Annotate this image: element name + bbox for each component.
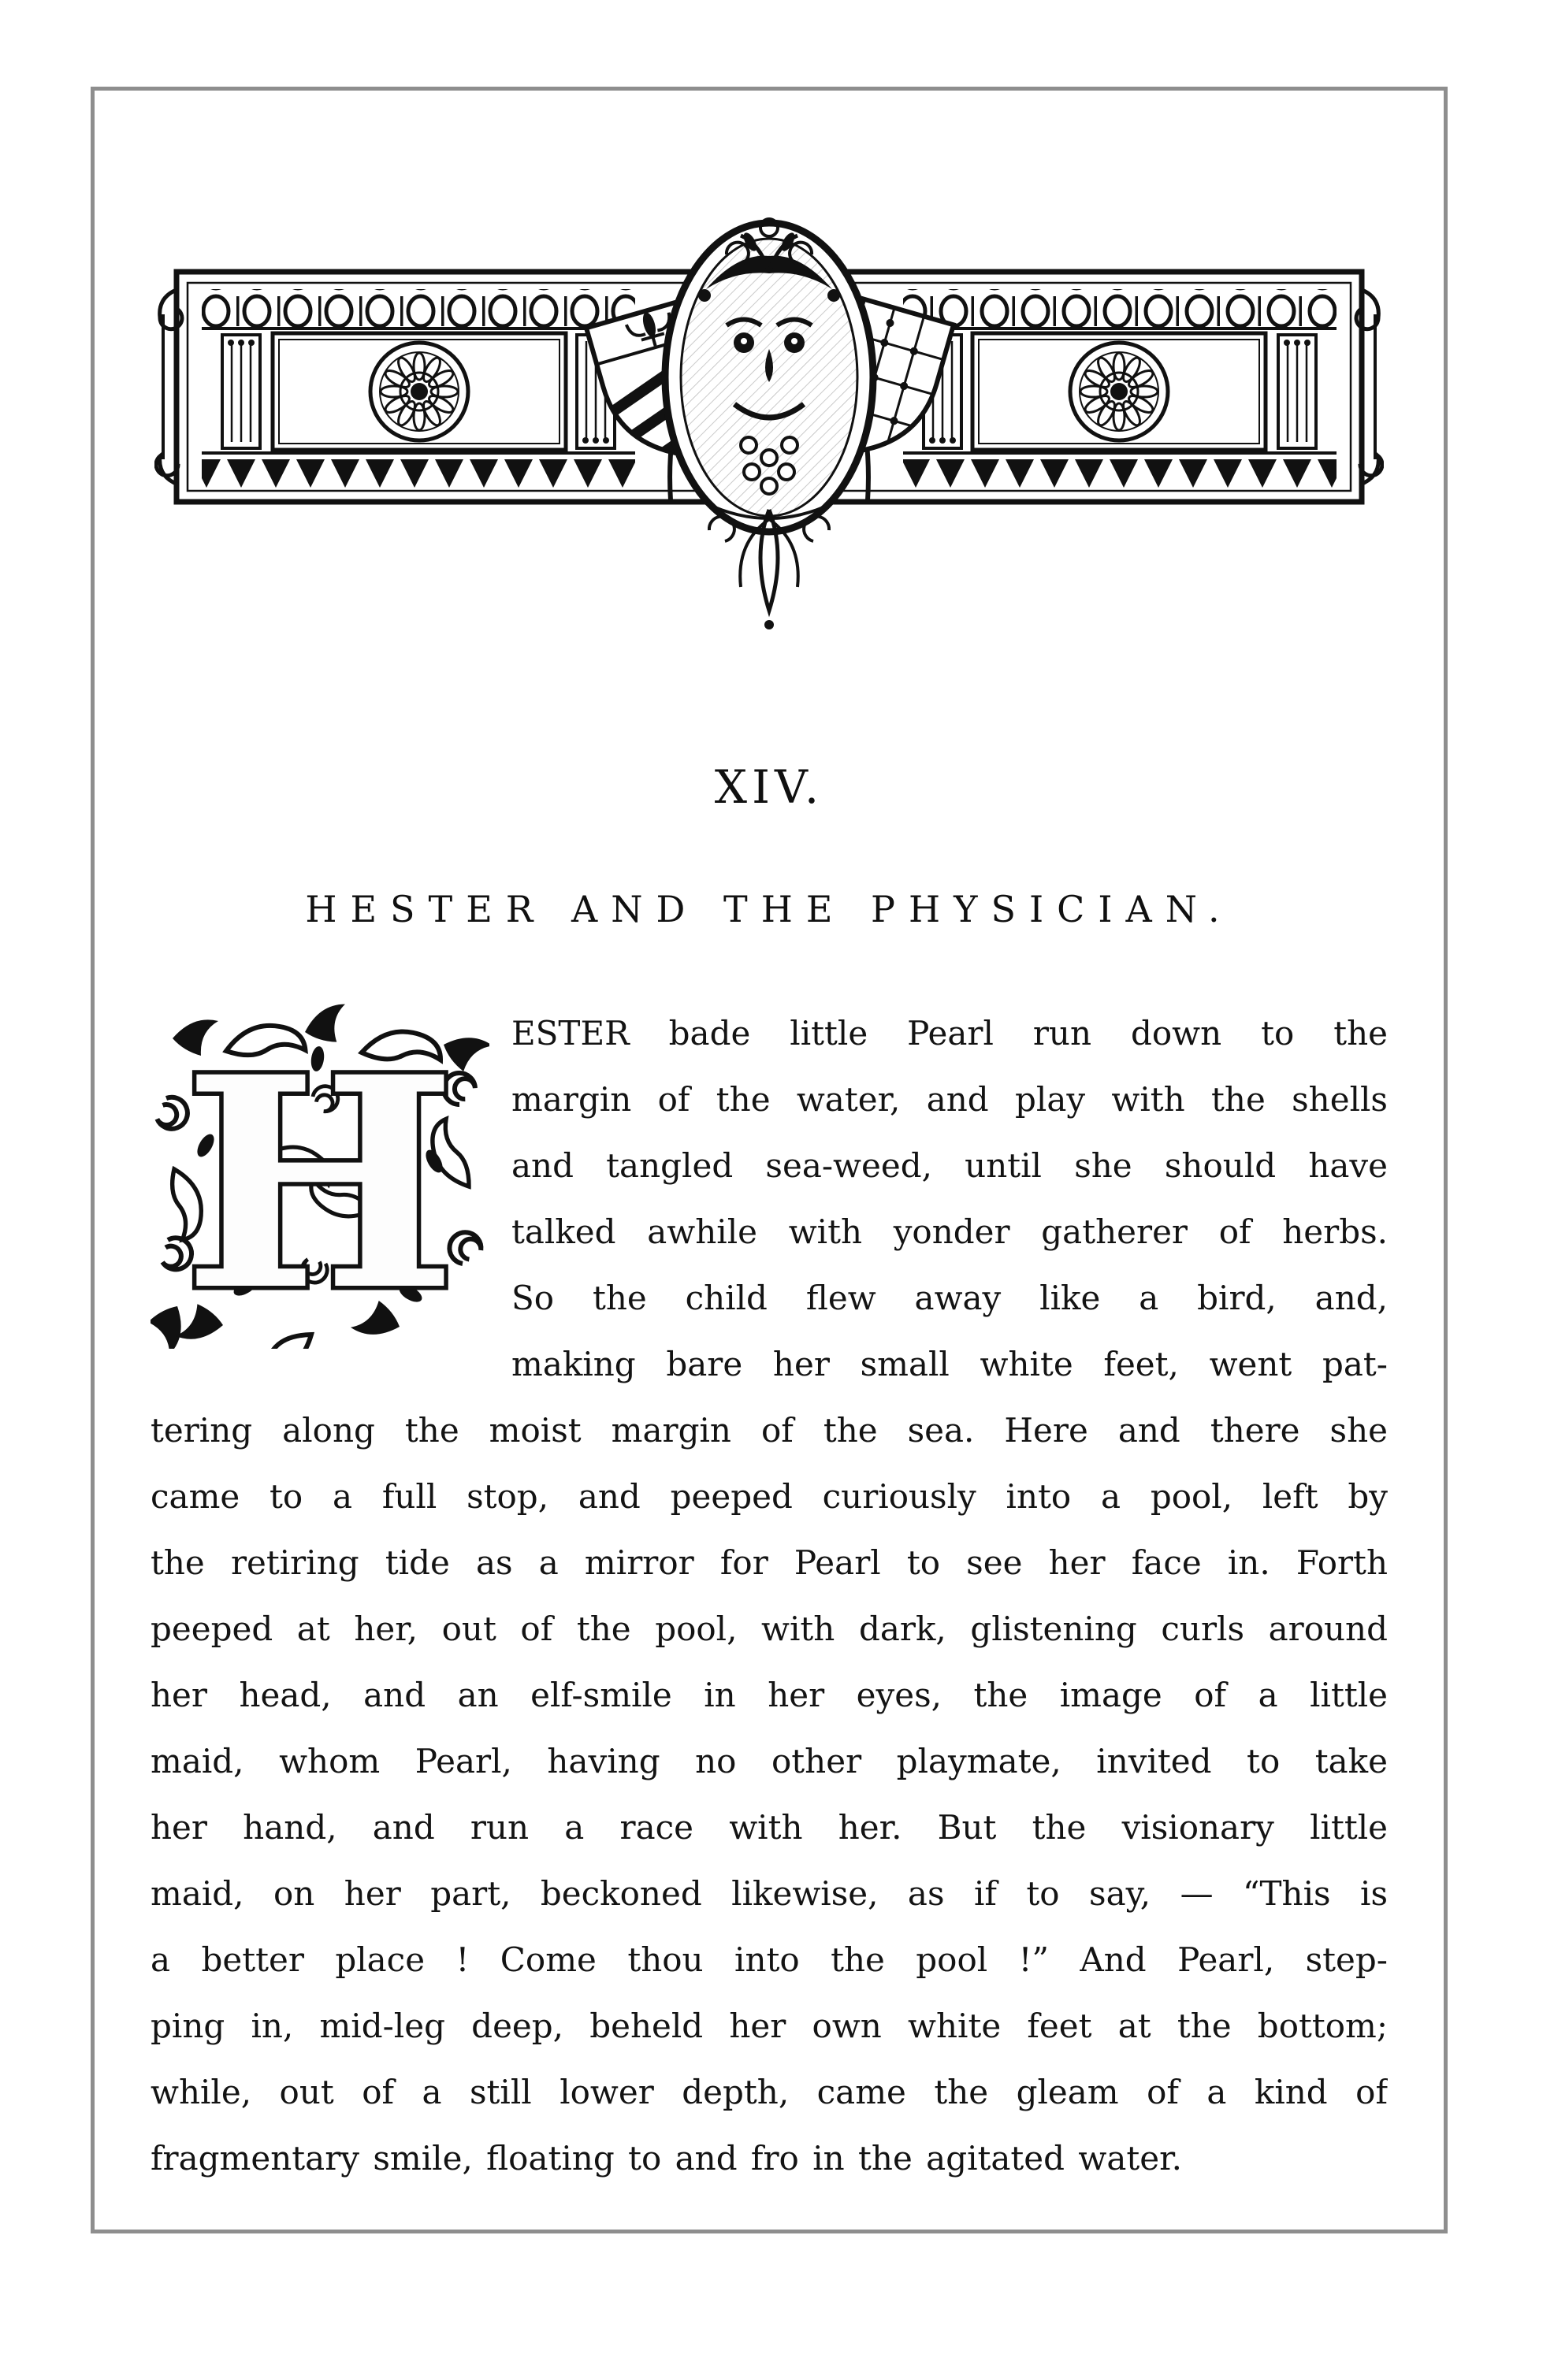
chapter-number: XIV. — [714, 760, 824, 814]
text-line: her head, and an elf-smile in her eyes, the image of a little — [151, 1676, 1388, 1714]
text-line: maid, on her part, beckoned likewise, as if to say, — “This is — [151, 1874, 1388, 1913]
text-line: maid, whom Pearl, having no other playmate, invited to take — [151, 1742, 1388, 1780]
paragraph — [151, 1001, 1388, 2192]
text-line: ESTER bade little Pearl run down to the — [511, 1014, 1388, 1053]
text-line: ping in, mid-leg deep, beheld her own white feet at the bottom; — [151, 2007, 1388, 2045]
text-line: fragmentary smile, floating to and fro in the agitated water. — [151, 2139, 1182, 2178]
page-frame — [91, 87, 1448, 2233]
headpiece-ornament — [154, 179, 1384, 652]
text-line: making bare her small white feet, went pat- — [511, 1345, 1388, 1383]
text-line: peeped at her, out of the pool, with dark, glistening curls around — [151, 1610, 1388, 1648]
text-line: tering along the moist margin of the sea. Here and there she — [151, 1411, 1388, 1450]
drop-cap — [151, 1004, 489, 1349]
text-line: talked awhile with yonder gatherer of herbs. — [511, 1212, 1388, 1251]
text-line: margin of the water, and play with the shells — [511, 1080, 1388, 1119]
text-line: So the child flew away like a bird, and, — [511, 1279, 1388, 1317]
text-line: her hand, and run a race with her. But the visionary little — [151, 1808, 1388, 1847]
text-line: came to a full stop, and peeped curiously into a pool, left by — [151, 1477, 1388, 1516]
text-line: and tangled sea-weed, until she should have — [511, 1146, 1388, 1185]
text-line: a better place ! Come thou into the pool !” And Pearl, step- — [151, 1940, 1388, 1979]
chapter-title: HESTER AND THE PHYSICIAN. — [305, 888, 1233, 930]
text-line: while, out of a still lower depth, came the gleam of a kind of — [151, 2073, 1388, 2111]
drop-cap-letter: H — [183, 1013, 457, 1349]
text-line: the retiring tide as a mirror for Pearl to see her face in. Forth — [151, 1543, 1388, 1582]
